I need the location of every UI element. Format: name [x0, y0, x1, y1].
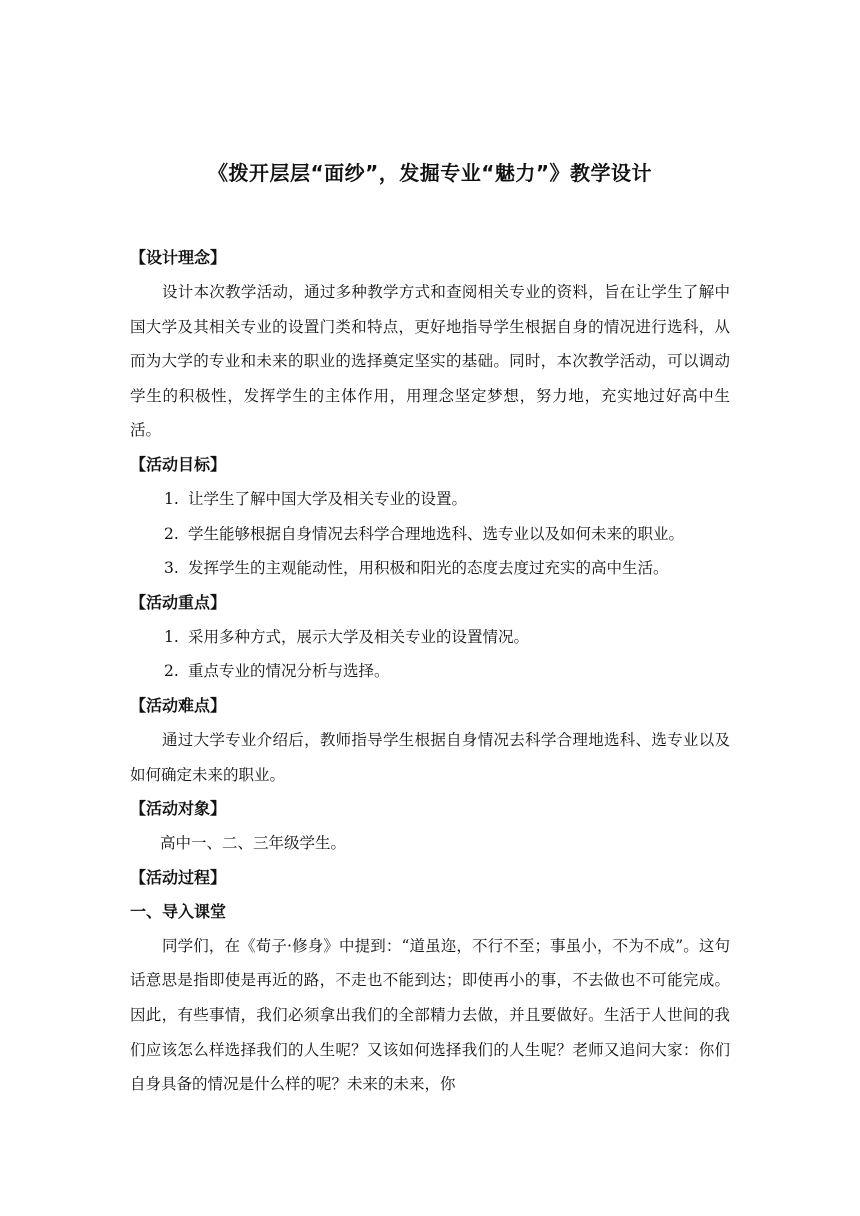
- list-item-text: 学生能够根据自身情况去科学合理地选科、选专业以及如何未来的职业。: [188, 524, 685, 543]
- list-item-number: 1.: [164, 627, 179, 646]
- design-concept-paragraph: 设计本次教学活动，通过多种教学方式和查阅相关专业的资料，旨在让学生了解中国大学及其相关专业的设置门类和特点，更好地指导学生根据自身的情况进行选科，从而为大学的专业和未来的职业的选择奠定坚实的基础。同时，本次教学活动，可以调动学生的积极性，发挥学生的主体作用，用理念坚定梦想，努力地，充实地过好高中生活。: [130, 283, 730, 440]
- document-title: 《拨开层层“面纱”，发掘专业“魅力”》教学设计: [207, 161, 653, 185]
- list-item-number: 2.: [164, 662, 179, 681]
- list-item-text: 让学生了解中国大学及相关专业的设置。: [188, 489, 468, 508]
- section-heading-key-points: 【活动重点】: [130, 592, 227, 612]
- section-heading-audience: 【活动对象】: [130, 799, 227, 819]
- list-item: [130, 517, 730, 552]
- list-item-number: 3.: [164, 559, 179, 578]
- goals-list: [130, 482, 730, 586]
- list-item-number: 1.: [164, 489, 179, 508]
- list-item-text: 发挥学生的主观能动性，用积极和阳光的态度去度过充实的高中生活。: [188, 559, 669, 578]
- section-heading-goals: 【活动目标】: [130, 454, 227, 474]
- section-heading-design-concept: 【设计理念】: [130, 248, 227, 267]
- section-heading-difficulties: 【活动难点】: [130, 695, 227, 715]
- process-subheading: 一、导入课堂: [130, 901, 227, 921]
- key-points-list: [130, 620, 730, 689]
- list-item: [130, 551, 730, 586]
- section-heading-process: 【活动过程】: [130, 867, 227, 887]
- document-body: [130, 241, 730, 1102]
- list-item: [130, 654, 730, 689]
- list-item: [130, 482, 730, 517]
- list-item-number: 2.: [164, 524, 179, 543]
- process-paragraph: 同学们，在《荀子·修身》中提到：“道虽迩，不行不至；事虽小，不为不成”。这句话意思是指即使是再近的路，不走也不能到达；即使再小的事，不去做也不可能完成。因此，有些事情，我们必须拿出我们的全部精力去做，并且要做好。生活于人世间的我们应该怎么样选择我们的人生呢？又该如何选择我们的人生呢？老师又追问大家：你们自身具备的情况是什么样的呢？未来的未来，你: [130, 936, 730, 1094]
- difficulties-paragraph: 通过大学专业介绍后，教师指导学生根据自身情况去科学合理地选科、选专业以及如何确定未来的职业。: [130, 730, 730, 784]
- list-item: [130, 620, 730, 655]
- list-item-text: 采用多种方式，展示大学及相关专业的设置情况。: [188, 627, 530, 646]
- list-item-text: 重点专业的情况分析与选择。: [188, 662, 390, 681]
- audience-paragraph: 高中一、二、三年级学生。: [160, 834, 347, 853]
